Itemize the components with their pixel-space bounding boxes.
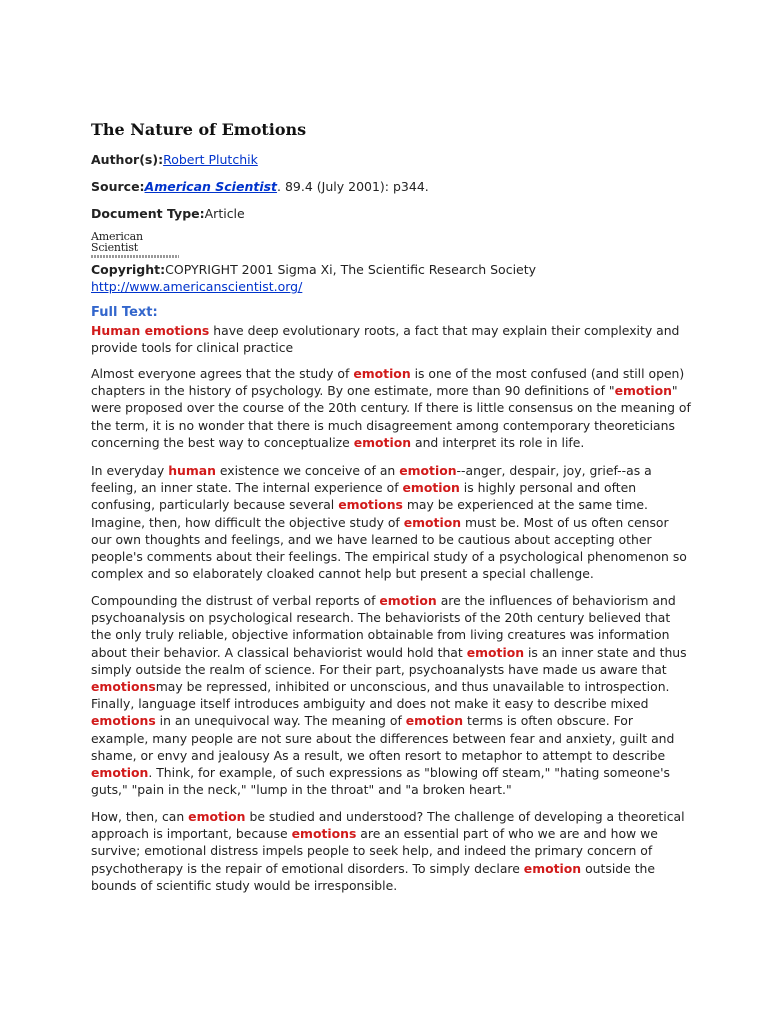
paragraph-text: In everyday bbox=[91, 463, 169, 478]
highlighted-keyword: emotions bbox=[91, 713, 156, 729]
paragraph-text: Almost everyone agrees that the study of bbox=[91, 366, 354, 381]
paragraph-text: may be experienced at the same time. Imagine, then, how difficult the objective study of bbox=[91, 497, 648, 530]
paragraph-text: " were proposed over the course of the 20th century. If there is little consensus on the meaning of the term, it is no wonder that there is much disagreement among contemporary theoreticians concerning the best way to conceptualize bbox=[91, 383, 691, 450]
highlighted-keyword: emotion bbox=[379, 593, 437, 608]
paragraph-text: How, then, can bbox=[91, 809, 189, 824]
document-type-label: Document Type: bbox=[91, 206, 205, 221]
logo-wordmark: American Scientist bbox=[91, 230, 143, 254]
paragraph-text: and interpret its role in life. bbox=[411, 434, 585, 450]
highlighted-keyword: emotion bbox=[353, 366, 411, 381]
author-line bbox=[91, 152, 258, 168]
author-label: Author(s): bbox=[91, 152, 164, 167]
paragraph-text: in an unequivocal way. The meaning of bbox=[155, 713, 406, 729]
paragraph-text: outside the bounds of scientific study would be irresponsible. bbox=[91, 860, 656, 893]
author-link[interactable]: Robert Plutchik bbox=[163, 152, 258, 167]
paragraph-text: have deep evolutionary roots, a fact that may explain their complexity and provide tools for clinical practice bbox=[91, 323, 680, 356]
paragraph-5 bbox=[91, 808, 691, 894]
paragraph-text: are the influences of behaviorism and psychoanalysis on psychological research. The behaviorists of the 20th century believed that the only truly reliable, objective information obtainable from living creatures was information about their behavior. A classical behaviorist would hold that bbox=[91, 593, 676, 660]
paragraph-3 bbox=[91, 462, 691, 582]
highlighted-keyword: emotion bbox=[405, 713, 464, 729]
source-label: Source: bbox=[91, 179, 145, 194]
source-journal-link[interactable]: American Scientist bbox=[144, 179, 278, 194]
copyright-line bbox=[91, 262, 536, 278]
highlighted-keyword: emotions bbox=[338, 497, 403, 513]
article-title: The Nature of Emotions bbox=[91, 120, 307, 139]
copyright-url-line bbox=[91, 279, 302, 295]
paragraph-text: Compounding the distrust of verbal reports of bbox=[91, 593, 380, 608]
highlighted-keyword: emotion bbox=[614, 383, 672, 399]
paragraph-text: may be repressed, inhibited or unconscious, and thus unavailable to introspection. Finally, language itself introduces ambiguity and does not make it easy to describe mixed bbox=[91, 679, 670, 712]
paragraph-text: is highly personal and often confusing, particularly because several bbox=[91, 480, 637, 513]
paragraph-text: must be. Most of us often censor our own thoughts and feelings, and we have learned to be cautious about accepting other people's comments about their feelings. The empirical study of a psychological phenomenon so complex and so elaborately cloaked cannot help but present a special challenge. bbox=[91, 514, 687, 582]
highlighted-keyword: human bbox=[168, 463, 216, 478]
source-line bbox=[91, 179, 429, 195]
document-type-line bbox=[91, 206, 245, 222]
highlighted-keyword: emotion bbox=[466, 644, 525, 660]
highlighted-keyword: emotion bbox=[523, 860, 582, 876]
copyright-url-link[interactable]: http://www.americanscientist.org/ bbox=[91, 279, 303, 294]
highlighted-keyword: emotion bbox=[353, 434, 412, 450]
paragraph-text: --anger, despair, joy, grief--as a feeling, an inner state. The internal experience of bbox=[91, 463, 652, 496]
highlighted-keyword: emotions bbox=[291, 826, 357, 842]
source-citation: . 89.4 (July 2001): p344. bbox=[277, 179, 429, 194]
paragraph-text: is one of the most confused (and still open) chapters in the history of psychology. By one estimate, more than 90 definitions of " bbox=[91, 366, 685, 399]
american-scientist-logo bbox=[91, 230, 183, 254]
highlighted-keyword: emotion bbox=[402, 480, 460, 496]
copyright-value: COPYRIGHT 2001 Sigma Xi, The Scientific Research Society bbox=[165, 262, 537, 277]
logo-tagline-graphic bbox=[91, 255, 179, 258]
paragraph-1 bbox=[91, 322, 691, 356]
full-text-heading: Full Text: bbox=[91, 305, 158, 320]
paragraph-text: are an essential part of who we are and how we survive; emotional distress impels people to seek help, and indeed the primary concern of psychotherapy is the repair of emotional disorders. To simply declare bbox=[91, 826, 658, 876]
highlighted-keyword: emotion bbox=[188, 809, 246, 824]
paragraph-text: existence we conceive of an bbox=[215, 463, 400, 478]
paragraph-2 bbox=[91, 365, 691, 451]
paragraph-4 bbox=[91, 592, 691, 798]
highlighted-keyword: Human emotions bbox=[91, 323, 210, 338]
paragraph-text: terms is often obscure. For example, many people are not sure about the differences between fear and anxiety, guilt and shame, or envy and jealousy As a result, we often resort to metaphor to attempt to describe bbox=[91, 713, 675, 763]
highlighted-keyword: emotions bbox=[91, 679, 156, 695]
copyright-label: Copyright: bbox=[91, 262, 166, 277]
highlighted-keyword: emotion bbox=[91, 765, 149, 781]
paragraph-text: . Think, for example, of such expressions as "blowing off steam," "hating someone's guts," "pain in the neck," "lump in the throat" and "a broken heart." bbox=[91, 765, 670, 798]
highlighted-keyword: emotion bbox=[399, 463, 457, 478]
paragraph-text: be studied and understood? The challenge of developing a theoretical approach is important, because bbox=[91, 809, 685, 842]
paragraph-text: is an inner state and thus simply outside the realm of science. For their part, psychoanalysts have made us aware that bbox=[91, 644, 687, 677]
highlighted-keyword: emotion bbox=[403, 514, 462, 530]
document-type-value: Article bbox=[204, 206, 245, 221]
